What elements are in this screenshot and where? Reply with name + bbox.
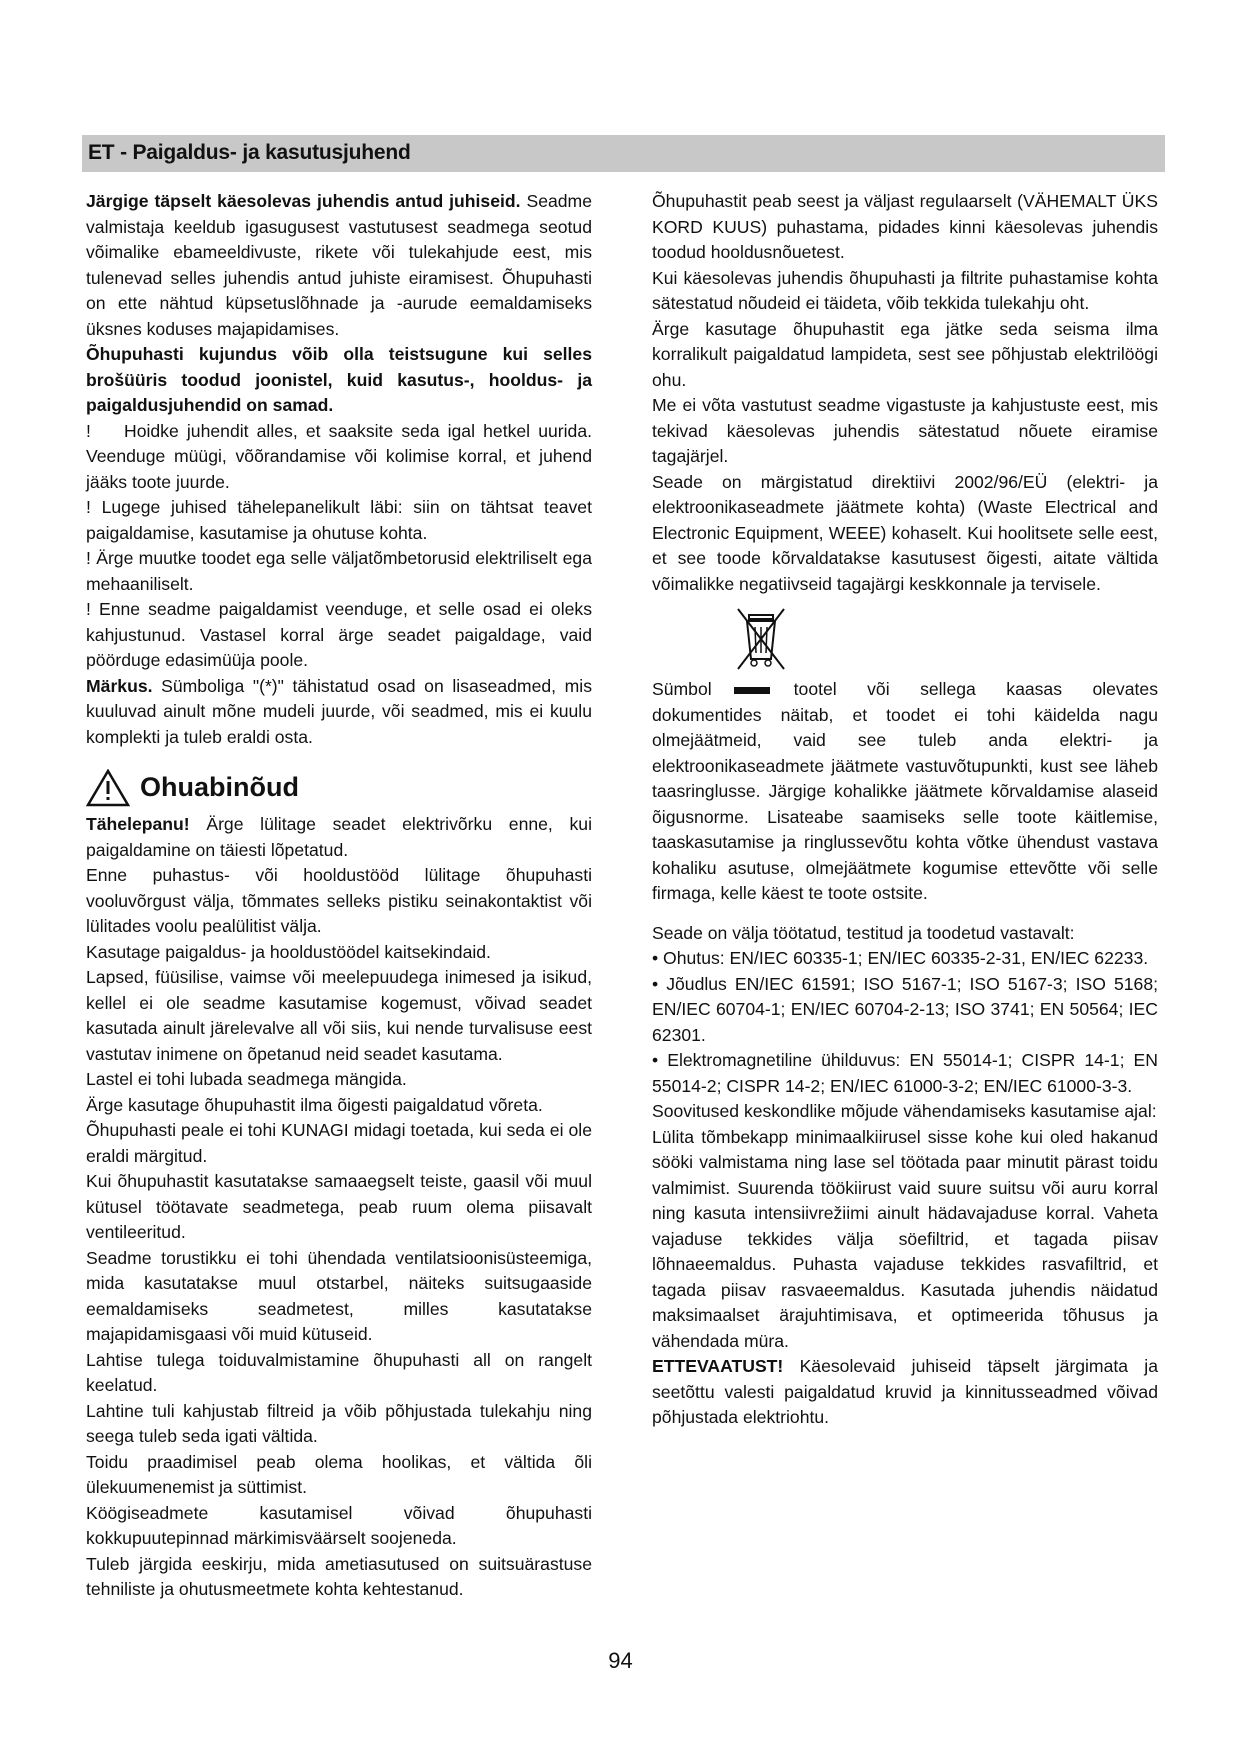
- paragraph: Lahtise tulega toiduvalmistamine õhupuhasti all on rangelt keelatud.: [86, 1349, 592, 1395]
- intro-bold: Järgige täpselt käesolevas juhendis antud juhiseid.: [86, 191, 521, 211]
- standard-item: • Jõudlus EN/IEC 61591; ISO 5167-1; ISO 5167-3; ISO 5168; EN/IEC 60704-1; EN/IEC 60704-2-13; ISO 3741; EN 50564; IEC 62301.: [652, 973, 1158, 1045]
- intro-bold-2: Õhupuhasti kujundus võib olla teistsugune kui selles brošüüris toodud joonistel, kuid kasutus-, hooldus- ja paigaldusjuhendid on samad.: [86, 344, 592, 415]
- weee-symbol-area: [652, 597, 1158, 677]
- paragraph: Ärge kasutage õhupuhastit ilma õigesti paigaldatud võreta.: [86, 1094, 543, 1115]
- paragraph: Seadme torustikku ei tohi ühendada ventilatsioonisüsteemiga, mida kasutatakse muul otstarbel, näiteks suitsugaaside eemaldamiseks seadmetest, milles kasutatakse majapidamisgaasi või muid kütuseid.: [86, 1247, 592, 1344]
- paragraph: Me ei võta vastutust seadme vigastuste ja kahjustuste eest, mis tekivad käesolevas juhendis sätestatud nõuete eiramise tagajärjel.: [652, 395, 1158, 466]
- page-title: ET - Paigaldus- ja kasutusjuhend: [88, 141, 411, 164]
- paragraph: Kasutage paigaldus- ja hooldustöödel kaitsekindaid.: [86, 941, 491, 962]
- paragraph: Lahtine tuli kahjustab filtreid ja võib põhjustada tulekahju ning seega tuleb seda igati vältida.: [86, 1400, 592, 1446]
- bullet-item: ! Lugege juhised tähelepanelikult läbi: siin on tähtsat teavet paigaldamise, kasutamise ja ohutuse kohta.: [86, 497, 592, 543]
- intro-text: Seadme valmistaja keeldub igasugusest vastutusest seadmega seotud võimalike ebameeldivuste, rikete või tulekahjude eest, mis tulenevad selles juhendis antud juhiste eiramisest. Õhupuhasti on ette nähtud küpsetuslõhnade ja -aurude eemaldamiseks üksnes koduses majapidamises.: [86, 191, 592, 339]
- warning-triangle-icon: [86, 769, 130, 807]
- crossed-bin-icon: [732, 605, 790, 673]
- paragraph: Ärge kasutage õhupuhastit ega jätke seda seisma ilma korralikult paigaldatud lampideta, sest see põhjustab elektrilöögi ohu.: [652, 318, 1158, 390]
- paragraph: Tuleb järgida eeskirju, mida ametiasutused on suitsuärastuse tehniliste ja ohutusmeetmete kohta kehtestanud.: [86, 1553, 592, 1599]
- note: Märkus. Sümboliga "(*)" tähistatud osad on lisaseadmed, mis kuuluvad ainult mõne mudeli juurde, või seadmed, mis ei kuulu komplekti ja tuleb eraldi osta.: [86, 675, 592, 747]
- safety-heading: Ohuabinõud: [86, 766, 592, 810]
- bullet-item: ! Hoidke juhendit alles, et saaksite seda igal hetkel uurida. Veenduge müügi, võõrandamise või kolimise korral, et juhend jääks toote juurde.: [86, 420, 592, 492]
- standard-item: • Elektromagnetiline ühilduvus: EN 55014-1; CISPR 14-1; EN 55014-2; CISPR 14-2; EN/IEC 61000-3-2; EN/IEC 61000-3-3.: [652, 1050, 1158, 1096]
- bullet-item: ! Enne seadme paigaldamist veenduge, et selle osad ei oleks kahjustunud. Vastasel korral ärge seadet paigaldage, vaid pöörduge edasimüüja poole.: [86, 599, 592, 670]
- symbol-paragraph: Sümbol tootel või sellega kaasas olevates dokumentides näitab, et toodet ei tohi käidelda nagu olmejäätmeid, vaid see tuleb anda elektri- ja elektroonikaseadmete jäätmete vastuvõtupunkti, kust see läheb taasringlusse. Järgige kohalikke jäätmete kõrvaldamise alaseid õigusnorme. Lisateabe saamiseks selle toote käitlemise, taaskasutamise ja ringlussevõtu kohta võtke ühendust vastava kohaliku asutuse, olmejäätmete kogumise ettevõtte või selle firmaga, kelle käest te toote ostsite.: [652, 679, 1158, 903]
- paragraph: Õhupuhastit peab seest ja väljast regulaarselt (VÄHEMALT ÜKS KORD KUUS) puhastama, pidades kinni käesolevas juhendis toodud hooldusnõuetest.: [652, 191, 1158, 262]
- right-column: [652, 189, 1158, 1431]
- paragraph: Toidu praadimisel peab olema hoolikas, et vältida õli ülekuumenemist ja süttimist.: [86, 1451, 592, 1497]
- standard-item: • Ohutus: EN/IEC 60335-1; EN/IEC 60335-2-31, EN/IEC 62233.: [652, 948, 1149, 968]
- weee-bar-icon: [734, 687, 770, 694]
- paragraph: Köögiseadmete kasutamisel võivad õhupuhasti kokkupuutepinnad märkimisväärselt soojeneda.: [86, 1502, 592, 1548]
- paragraph: Õhupuhasti peale ei tohi KUNAGI midagi toetada, kui seda ei ole eraldi märgitud.: [86, 1120, 592, 1166]
- page-number: 94: [608, 1648, 633, 1673]
- paragraph: Kui õhupuhastit kasutatakse samaaegselt teiste, gaasil või muul kütusel töötavate seadmetega, peab ruum olema piisavalt ventileeritud.: [86, 1171, 592, 1242]
- eco-text: Lülita tõmbekapp minimaalkiirusel sisse kohe kui oled hakanud sööki valmistama ning lase sel töötada paar minutit pärast toidu valmimist. Suurenda töökiirust vaid suure suitsu või auru korral ning kasuta intensiivrežiimi ainult hädavajaduse korral. Vaheta vajaduse tekkides välja söefiltrid, et tagada piisav lõhnaeemaldus. Puhasta vajaduse tekkides rasvafiltrid, et tagada piisav rasvaeemaldus. Kasutada juhendis näidatud maksimaalset ärajuhtimisava, et optimeerida tõhusus ja vähendada müra.: [652, 1126, 1158, 1351]
- standards-intro: Seade on välja töötatud, testitud ja toodetud vastavalt:: [652, 922, 1075, 943]
- caution: ETTEVAATUST! Käesolevaid juhiseid täpselt järgimata ja seetõttu valesti paigaldatud kruvid ja kinnitusseadmed võivad põhjustada elektriohtu.: [652, 1356, 1158, 1427]
- paragraph: Lapsed, füüsilise, vaimse või meelepuudega inimesed ja isikud, kellel ei ole seadme kasutamise kogemust, võivad seadet kasutada ainult järelevalve all või siis, kui nende turvalisuse eest vastutav inimene on õpetanud neid seadet kasutama.: [86, 967, 592, 1064]
- bullet-item: ! Ärge muutke toodet ega selle väljatõmbetorusid elektriliselt ega mehaaniliselt.: [86, 548, 593, 594]
- paragraph: Enne puhastus- või hooldustööd lülitage õhupuhasti vooluvõrgust välja, tõmmates selleks pistiku seinakontaktist või lülitades voolu pealülitist välja.: [86, 865, 592, 936]
- attention: Tähelepanu! Ärge lülitage seadet elektrivõrku enne, kui paigaldamine on täiesti lõpetatud.: [86, 814, 593, 860]
- paragraph: Kui käesolevas juhendis õhupuhasti ja filtrite puhastamise kohta sätestatud nõudeid ei täideta, võib tekkida tulekahju oht.: [652, 267, 1158, 313]
- paragraph: Seade on märgistatud direktiivi 2002/96/EÜ (elektri- ja elektroonikaseadmete jäätmete kohta) (Waste Electrical and Electronic Equipment, WEEE) kohaselt. Kui hoolitsete selle eest, et see toode kõrvaldatakse kasutusest õigesti, aitate vältida võimalikke negatiivseid tagajärgi keskkonnale ja tervisele.: [652, 471, 1158, 594]
- paragraph: Lastel ei tohi lubada seadmega mängida.: [86, 1069, 407, 1089]
- eco-intro: Soovitused keskondlike mõjude vähendamiseks kasutamise ajal:: [652, 1101, 1157, 1121]
- left-column: [86, 189, 592, 1603]
